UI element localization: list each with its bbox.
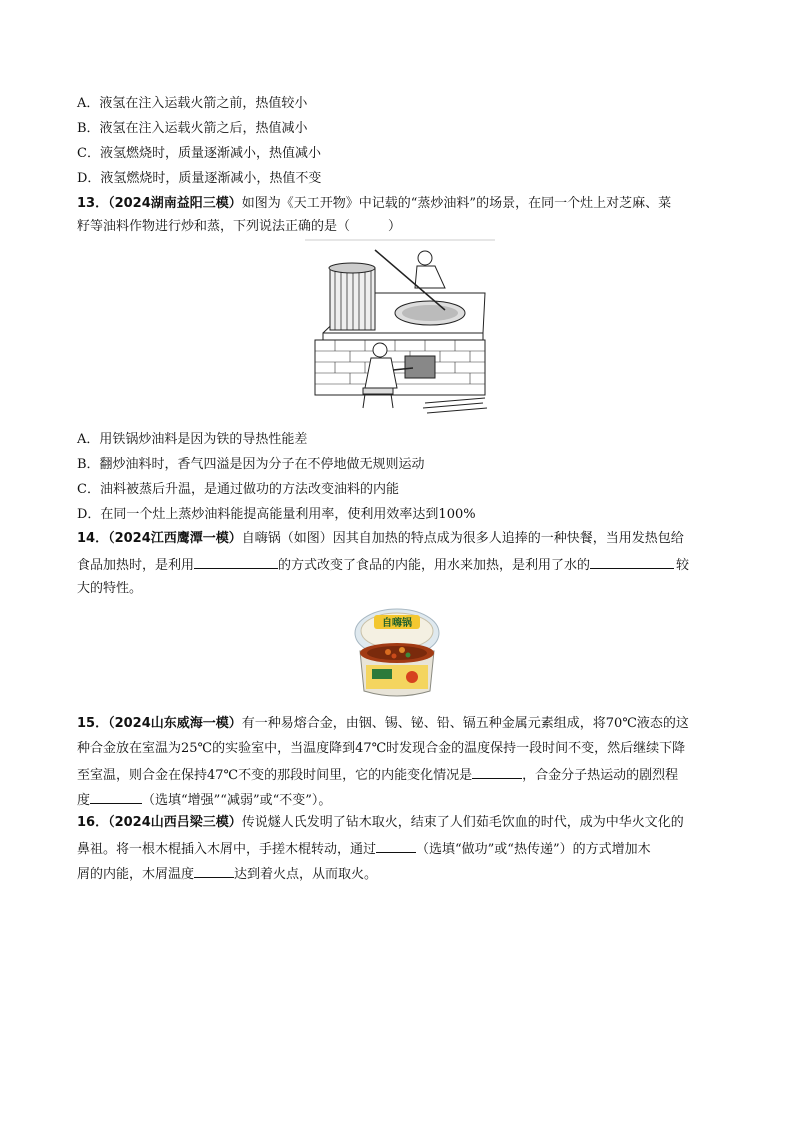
q14-line1: [77, 530, 684, 548]
q15-line3: [77, 765, 678, 785]
q13-stem-line2: [77, 218, 401, 236]
q13-stem-line1: [77, 195, 671, 213]
q13-stem-text-2: 籽等油料作物进行炒和蒸，下列说法正确的是（: [77, 219, 351, 234]
q16-line3: [77, 864, 377, 884]
q15-text-3a: 至室温，则合金在保持47℃不变的那段时间里，它的内能变化情况是: [77, 768, 473, 783]
q14-source: （2024江西鹰潭一模）: [108, 531, 242, 546]
q14-text-2c: 较: [676, 558, 690, 573]
q16-number: 16．: [77, 815, 109, 830]
q12-option-b: B．液氢在注入运载火箭之后，热值减小: [77, 121, 308, 136]
q15-text-4b: （选填“增强”“减弱”或“不变”）。: [142, 793, 332, 808]
pot-label: 自嗨锅: [382, 618, 412, 629]
q15-line4: [77, 790, 331, 810]
q16-source: （2024山西吕梁三模）: [108, 815, 242, 830]
q14-line3: 大的特性。: [77, 581, 143, 596]
q14-text-1: 自嗨锅（如图）因其自加热的特点成为很多人追捧的一种快餐，当用发热包给: [241, 531, 684, 546]
q12-option-a: A．液氢在注入运载火箭之前，热值较小: [77, 96, 308, 111]
q13-option-b: B．翻炒油料时，香气四溢是因为分子在不停地做无规则运动: [77, 457, 425, 472]
q13-option-a: A．用铁锅炒油料是因为铁的导热性能差: [77, 432, 308, 447]
answer-blank-4[interactable]: [90, 790, 142, 804]
q13-option-d: D．在同一个灶上蒸炒油料能提高能量利用率，使利用效率达到100%: [77, 507, 476, 522]
q13-paren-close: ）: [388, 219, 402, 234]
q13-source: （2024湖南益阳三模）: [108, 196, 242, 211]
q15-text-4a: 度: [77, 793, 91, 808]
q14-line2: [77, 555, 689, 575]
q15-source: （2024山东威海一模）: [108, 716, 242, 731]
q12-option-d: D．液氢燃烧时，质量逐渐减小，热值不变: [77, 171, 322, 186]
q16-text-2b: （选填“做功”或“热传递”）的方式增加木: [416, 842, 651, 857]
q14-text-2a: 食品加热时，是利用: [77, 558, 195, 573]
q12-option-c: C．液氢燃烧时，质量逐渐减小，热值减小: [77, 146, 321, 161]
q16-text-2: 鼻祖。将一根木棍插入木屑中，手搓木棍转动，通过: [77, 842, 377, 857]
q15-number: 15．: [77, 716, 109, 731]
q16-text-3b: 达到着火点，从而取火。: [234, 867, 378, 882]
answer-blank-5[interactable]: [376, 839, 416, 853]
q14-number: 14．: [77, 531, 109, 546]
q13-stem-text: 如图为《天工开物》中记载的“蒸炒油料”的场景，在同一个灶上对芝麻、菜: [241, 196, 672, 211]
steaming-frying-oil-illustration: [305, 238, 495, 428]
answer-blank-3[interactable]: [472, 765, 522, 779]
answer-blank-2[interactable]: [590, 555, 674, 569]
q16-line2: [77, 839, 651, 859]
answer-blank-6[interactable]: [194, 864, 234, 878]
q14-text-2b: 的方式改变了食品的内能，用水来加热，是利用了水的: [278, 558, 591, 573]
answer-blank-1[interactable]: [194, 555, 278, 569]
q16-line1: [77, 814, 684, 832]
q13-number: 13．: [77, 196, 109, 211]
q16-text-3a: 屑的内能，木屑温度: [77, 867, 195, 882]
q15-text-3b: ，合金分子热运动的剧烈程: [522, 768, 679, 783]
q16-text-1: 传说燧人氏发明了钻木取火，结束了人们茹毛饮血的时代，成为中华火文化的: [241, 815, 684, 830]
self-heating-pot-image: [350, 603, 445, 703]
q15-line1: [77, 715, 689, 733]
q15-line2: 种合金放在室温为25℃的实验室中，当温度降到47℃时发现合金的温度保持一段时间不变，然后继续下降: [77, 741, 686, 756]
q15-text-1: 有一种易熔合金，由铟、锡、铋、铅、镉五种金属元素组成，将70℃液态的这: [241, 716, 689, 731]
q13-option-c: C．油料被蒸后升温，是通过做功的方法改变油料的内能: [77, 482, 399, 497]
